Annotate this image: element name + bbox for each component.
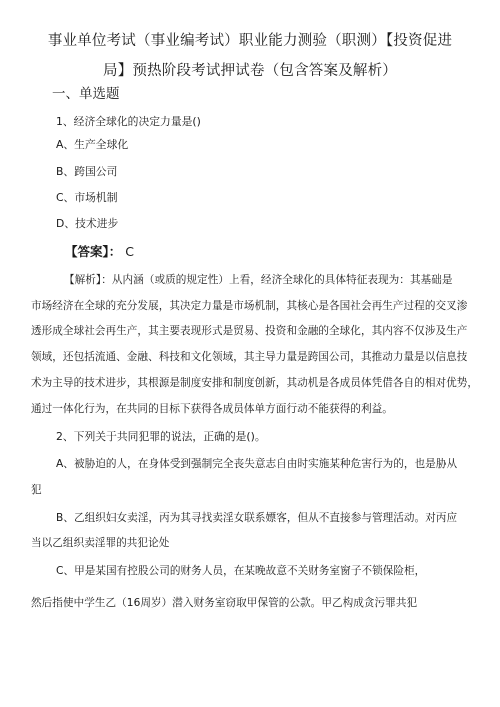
document-title-line-1: 事业单位考试（事业编考试）职业能力测验（职测）【投资促进 [47,33,453,49]
question-2-option-b-line: 当以乙组织卖淫罪的共犯论处 [31,537,170,549]
question-2-option-c-line: C、甲是某国有控股公司的财务人员，在某晚故意不关财务室窗子不锁保险柜， [56,565,426,577]
question-2-option-a-line: A、被胁迫的人，在身体受到强制完全丧失意志自由时实施某种危害行为的，也是胁从 [56,458,458,470]
question-1-option-b: B、跨国公司 [56,165,118,178]
answer-value: C [125,244,134,259]
question-2-stem: 2、下列关于共同犯罪的说法，正确的是()。 [56,430,266,443]
question-1-option-a: A、生产全球化 [56,138,129,151]
section-heading: 一、单选题 [52,86,120,102]
question-1-stem: 1、经济全球化的决定力量是() [56,115,201,128]
question-1-answer [65,243,134,261]
document-title-line-2: 局】预热阶段考试押试卷（包含答案及解析） [103,63,397,79]
analysis-line: 市场经济在全球的充分发展，其决定力量是市场机制，其核心是各国社会再生产过程的交叉渗 [31,300,468,312]
analysis-line: 术为主导的技术进步，其根源是制度安排和制度创新，其动机是各成员体凭借各自的相对优势， [31,377,479,389]
question-2-option-a-line: 犯 [31,484,42,496]
question-2-option-b-line: B、乙组织妇女卖淫，丙为其寻找卖淫女联系嫖客，但从不直接参与管理活动。对丙应 [56,512,458,524]
question-1-option-c: C、市场机制 [56,191,118,204]
answer-tag: 【答案】： [65,244,122,259]
analysis-line: 【解析】：从内涵（或质的规定性）上看，经济全球化的具体特征表现为：其基础是 [64,274,453,286]
analysis-line: 透形成全球社会再生产，其主要表现形式是贸易、投资和金融的全球化，其内容不仅涉及生产 [31,325,468,337]
question-1-option-d: D、技术进步 [56,217,119,230]
analysis-line: 通过一体化行为，在共同的目标下获得各成员体单方面行动不能获得的利益。 [31,403,393,415]
question-2-option-c-line: 然后指使中学生乙（16周岁）潜入财务室窃取甲保管的公款。甲乙构成贪污罪共犯 [31,597,418,609]
analysis-line: 领域，还包括流通、金融、科技和文化领域，其主导力量是跨国公司，其推动力量是以信息技 [31,351,468,363]
